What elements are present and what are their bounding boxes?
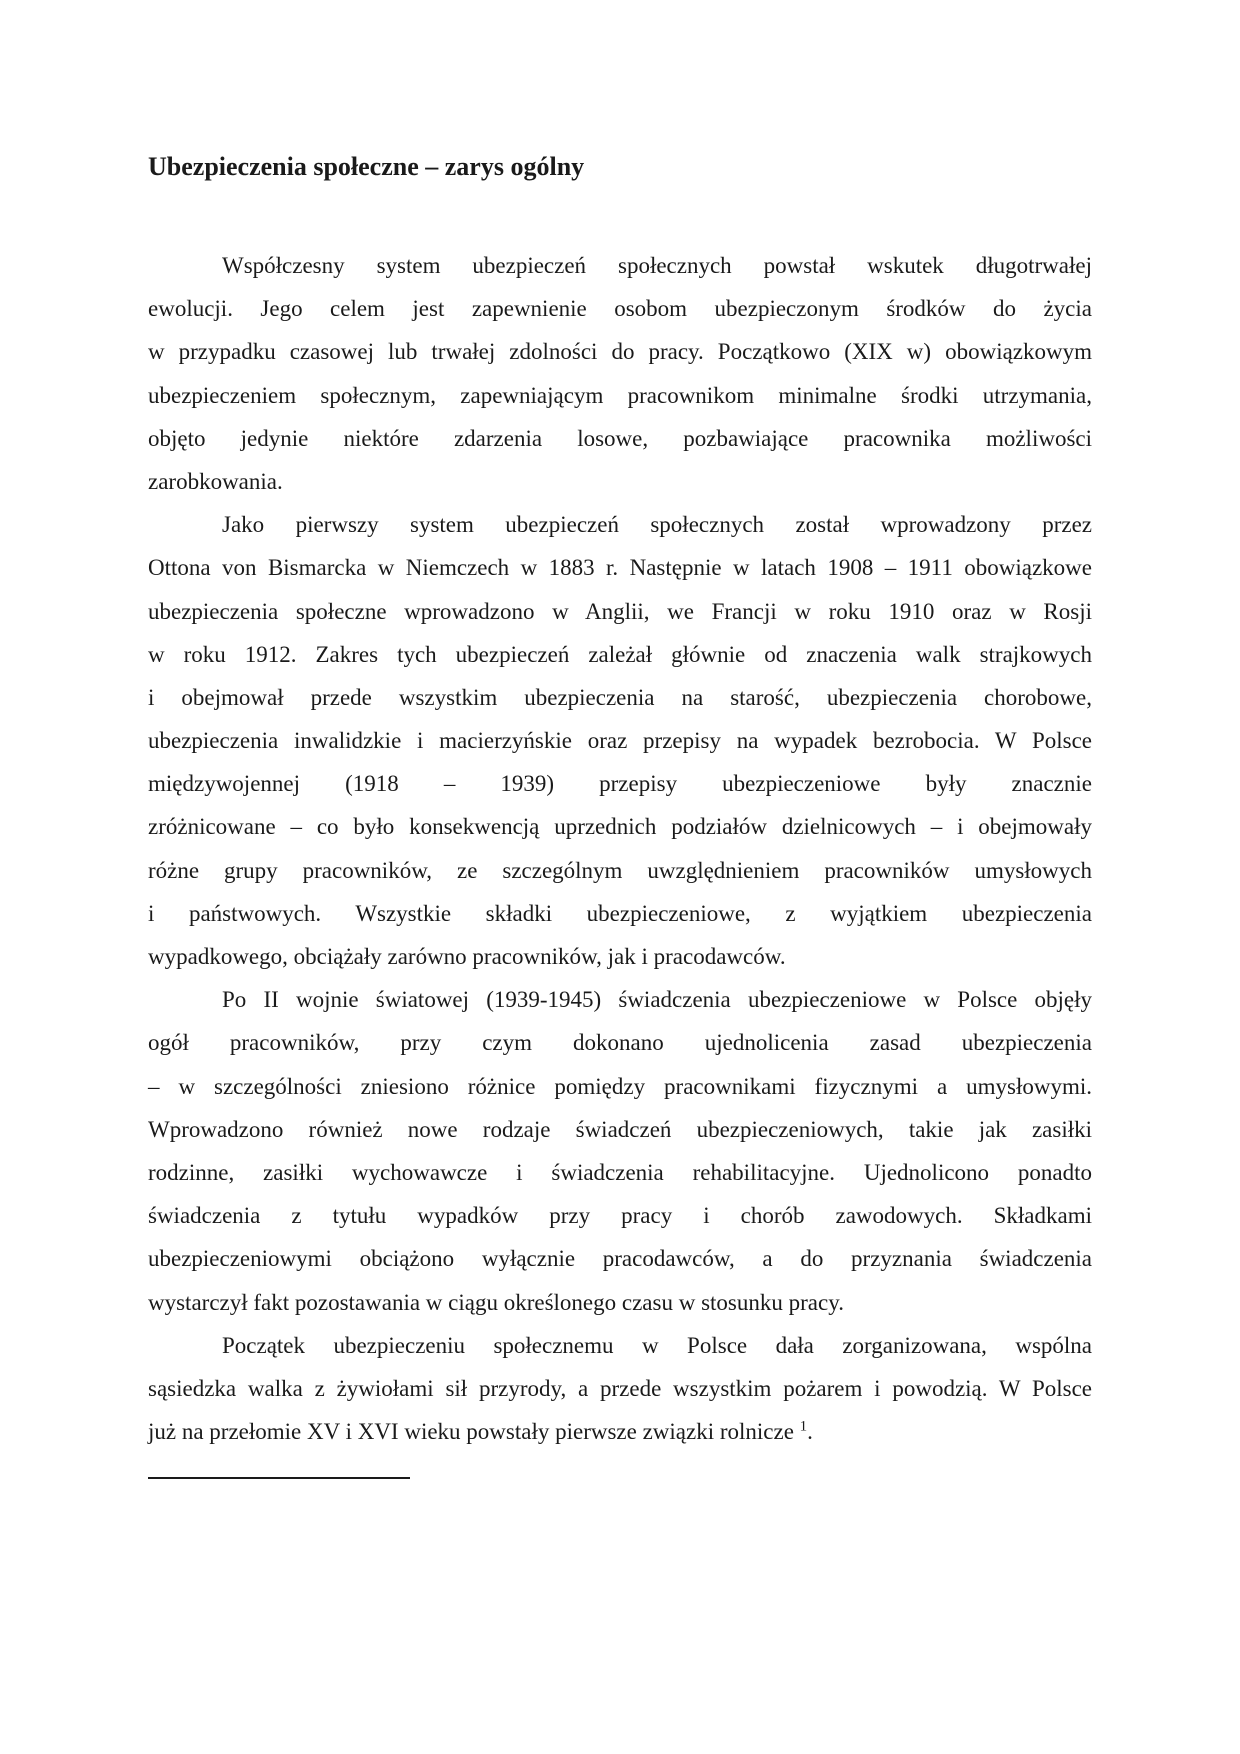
- text-line: Po II wojnie światowej (1939-1945) świadczenia ubezpieczeniowe w Polsce objęły: [222, 987, 1092, 1013]
- text-line: Wprowadzono również nowe rodzaje świadczeń ubezpieczeniowych, takie jak zasiłki: [148, 1116, 1092, 1142]
- text-line: wystarczył fakt pozostawania w ciągu określonego czasu w stosunku pracy.: [148, 1289, 844, 1315]
- text-line: świadczenia z tytułu wypadków przy pracy i chorób zawodowych. Składkami: [148, 1203, 1092, 1229]
- paragraph-3: [148, 978, 1092, 1324]
- text-line: zarobkowania.: [148, 468, 283, 494]
- text-line: wypadkowego, obciążały zarówno pracowników, jak i pracodawców.: [148, 944, 786, 969]
- text-line: różne grupy pracowników, ze szczególnym uwzględnieniem pracowników umysłowych: [148, 857, 1092, 883]
- text-line: objęto jedynie niektóre zdarzenia losowe, pozbawiające pracownika możliwości: [148, 425, 1092, 451]
- text-line-with-footnote: [148, 1410, 1092, 1453]
- text-line: Współczesny system ubezpieczeń społecznych powstał wskutek długotrwałej: [222, 253, 1092, 278]
- text-line: sąsiedzka walka z żywiołami sił przyrody, a przede wszystkim pożarem i powodzią. W Polsce: [148, 1375, 1092, 1401]
- text-line: w przypadku czasowej lub trwałej zdolności do pracy. Początkowo (XIX w) obowiązkowym: [148, 339, 1092, 365]
- text-line-content: już na przełomie XV i XVI wieku powstały pierwsze związki rolnicze: [148, 1419, 794, 1445]
- text-line: ubezpieczeniem społecznym, zapewniającym pracownikom minimalne środki utrzymania,: [148, 382, 1092, 408]
- footnote-separator: [148, 1477, 410, 1479]
- text-line: rodzinne, zasiłki wychowawcze i świadczenia rehabilitacyjne. Ujednolicono ponadto: [148, 1159, 1092, 1185]
- text-line: zróżnicowane – co było konsekwencją uprzednich podziałów dzielnicowych – i obejmowały: [148, 814, 1092, 840]
- document-title: Ubezpieczenia społeczne – zarys ogólny: [148, 152, 585, 181]
- text-line: w roku 1912. Zakres tych ubezpieczeń zależał głównie od znaczenia walk strajkowych: [148, 641, 1092, 667]
- document-body: [148, 244, 1092, 1453]
- text-line: międzywojennej (1918 – 1939) przepisy ubezpieczeniowe były znacznie: [148, 771, 1092, 797]
- text-line: ogół pracowników, przy czym dokonano ujednolicenia zasad ubezpieczenia: [148, 1030, 1092, 1056]
- text-line: Jako pierwszy system ubezpieczeń społecznych został wprowadzony przez: [222, 512, 1092, 538]
- text-line: ewolucji. Jego celem jest zapewnienie osobom ubezpieczonym środków do życia: [148, 296, 1092, 322]
- footnote-reference[interactable]: 1: [799, 1418, 808, 1435]
- text-line: ubezpieczenia społeczne wprowadzono w Anglii, we Francji w roku 1910 oraz w Rosji: [148, 598, 1092, 624]
- text-line: i państwowych. Wszystkie składki ubezpieczeniowe, z wyjątkiem ubezpieczenia: [148, 900, 1092, 926]
- text-line: ubezpieczeniowymi obciążono wyłącznie pracodawców, a do przyznania świadczenia: [148, 1246, 1092, 1272]
- text-line: – w szczególności zniesiono różnice pomiędzy pracownikami fizycznymi a umysłowymi.: [148, 1073, 1092, 1099]
- sentence-end: .: [807, 1419, 813, 1445]
- paragraph-1: [148, 244, 1092, 503]
- text-line: Początek ubezpieczeniu społecznemu w Polsce dała zorganizowana, wspólna: [222, 1332, 1092, 1358]
- paragraph-4: [148, 1324, 1092, 1454]
- paragraph-2: [148, 503, 1092, 978]
- text-line: i obejmował przede wszystkim ubezpieczenia na starość, ubezpieczenia chorobowe,: [148, 684, 1092, 710]
- text-line: Ottona von Bismarcka w Niemczech w 1883 r. Następnie w latach 1908 – 1911 obowiązkowe: [148, 555, 1092, 581]
- text-line: ubezpieczenia inwalidzkie i macierzyńskie oraz przepisy na wypadek bezrobocia. W Polsce: [148, 728, 1092, 754]
